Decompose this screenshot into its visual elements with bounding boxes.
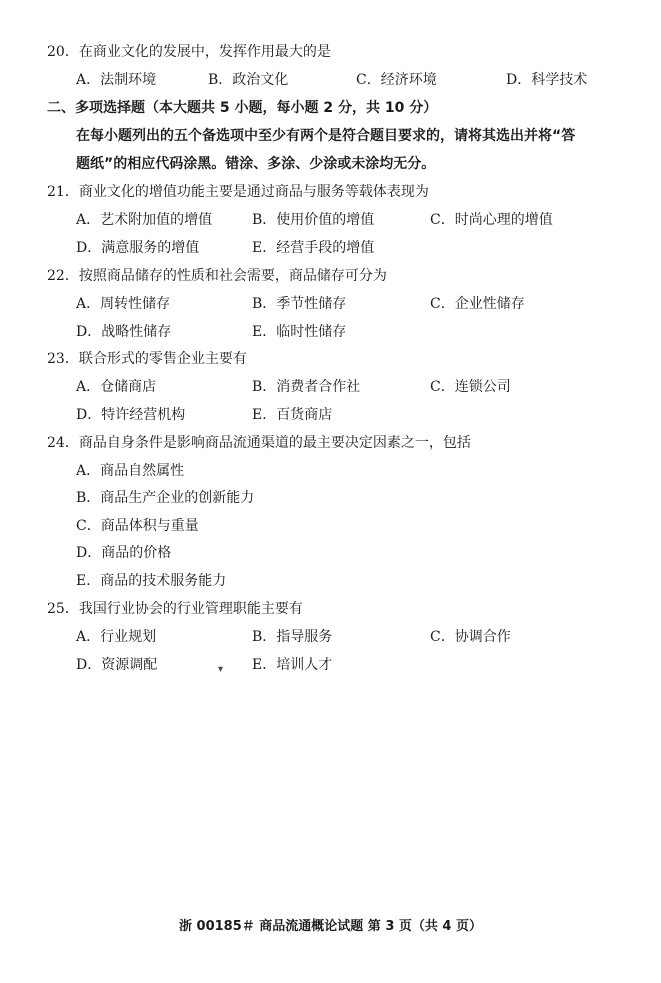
q23-option-a: A．仓储商店 [76,379,157,395]
q24-option-a: A．商品自然属性 [76,463,185,479]
section2-instructions-line2: 题纸”的相应代码涂黑。错涂、多涂、少涂或未涂均无分。 [76,156,436,172]
q20-stem: 20．在商业文化的发展中，发挥作用最大的是 [47,44,331,60]
q25-option-b: B．指导服务 [252,629,333,645]
q20-option-a: A．法制环境 [76,72,157,88]
q24-option-e: E．商品的技术服务能力 [76,573,227,589]
q25-option-d: D．资源调配 [76,657,158,673]
q21-option-e: E．经营手段的增值 [252,240,375,256]
q22-option-b: B．季节性储存 [252,296,347,312]
q22-option-e: E．临时性储存 [252,324,347,340]
section2-instructions-line1: 在每小题列出的五个备选项中至少有两个是符合题目要求的，请将其选出并将“答 [76,128,576,144]
q23-option-b: B．消费者合作社 [252,379,361,395]
q22-option-a: A．周转性储存 [76,296,171,312]
q20-option-c: C．经济环境 [356,72,437,88]
q22-option-c: C．企业性储存 [430,296,525,312]
q20-option-d: D．科学技术 [506,72,588,88]
q23-option-d: D．特许经营机构 [76,407,186,423]
q20-option-b: B．政治文化 [208,72,289,88]
q21-option-d: D．满意服务的增值 [76,240,200,256]
q24-option-d: D．商品的价格 [76,545,172,561]
q23-stem: 23．联合形式的零售企业主要有 [47,351,247,367]
q25-option-a: A．行业规划 [76,629,157,645]
q25-option-e: E．培训人才 [252,657,333,673]
q24-stem: 24．商品自身条件是影响商品流通渠道的最主要决定因素之一，包括 [47,435,471,451]
q21-option-b: B．使用价值的增值 [252,212,375,228]
q24-option-c: C．商品体积与重量 [76,518,199,534]
section2-title: 二、多项选择题（本大题共 5 小题，每小题 2 分，共 10 分） [47,100,438,116]
page-footer: 浙 00185＃ 商品流通概论试题 第 3 页（共 4 页） [179,919,482,934]
q22-option-d: D．战略性储存 [76,324,172,340]
q21-option-a: A．艺术附加值的增值 [76,212,213,228]
q24-option-b: B．商品生产企业的创新能力 [76,490,255,506]
q25-stem: 25．我国行业协会的行业管理职能主要有 [47,601,303,617]
q23-option-e: E．百货商店 [252,407,333,423]
q22-stem: 22．按照商品储存的性质和社会需要，商品储存可分为 [47,268,387,284]
q25-option-c: C．协调合作 [430,629,511,645]
q21-option-c: C．时尚心理的增值 [430,212,553,228]
q23-option-c: C．连锁公司 [430,379,511,395]
q21-stem: 21．商业文化的增值功能主要是通过商品与服务等载体表现为 [47,184,429,200]
scan-speck: ▾ [218,664,224,675]
